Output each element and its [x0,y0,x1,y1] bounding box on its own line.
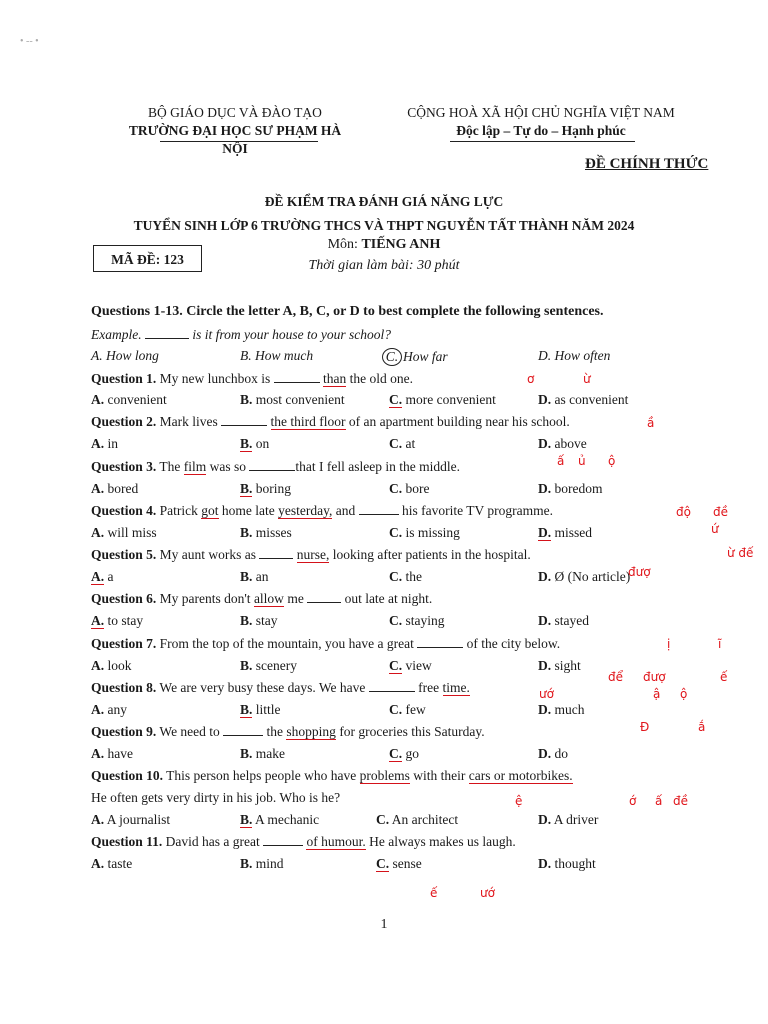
official-label: ĐỀ CHÍNH THỨC [585,156,709,172]
answer-blank [417,637,463,648]
republic-header [385,104,697,140]
answer-blank [307,592,341,603]
exam-subtitle: TUYỂN SINH LỚP 6 TRƯỜNG THCS VÀ THPT NGUYỄN TẤT THÀNH NĂM 2024 [133,218,635,233]
question-5-stem: Question 5. My aunt works as nurse, looking after patients in the hospital. [91,547,531,562]
red-mark: ắ [698,720,706,734]
circled-answer: C. [382,348,402,366]
question-11-options: A. taste B. mind C. sense D. thought [91,856,596,871]
subject-label: Môn: [327,237,362,252]
answer-blank [259,548,293,559]
example-text: is it from your house to your school? [192,327,391,342]
university-name: TRƯỜNG ĐẠI HỌC SƯ PHẠM HÀ NỘI [128,123,342,156]
red-mark: ế [720,670,728,684]
red-mark: ế [430,886,438,900]
answer-blank [221,415,267,426]
question-2-stem: Question 2. Mark lives the third floor of an apartment building near his school. [91,414,570,429]
red-mark: ừ đế [727,546,754,560]
red-mark: ớ [629,794,637,808]
question-8-options: A. any B. little C. few D. much [91,702,585,717]
exam-title: ĐỀ KIỂM TRA ĐÁNH GIÁ NĂNG LỰC [264,194,504,209]
question-6-options: A. to stay B. stay C. staying D. stayed [91,613,589,628]
red-mark: Đ [640,720,650,734]
example-option-b: B. How much [240,348,314,363]
red-mark: ướ [480,886,495,900]
example-option-a: A. How long [91,348,159,363]
instructions: Questions 1-13. Circle the letter A, B, C, or D to best complete the following sentences. [91,304,604,319]
question-3-stem: Question 3. The film was so that I fell asleep in the middle. [91,459,460,474]
question-10-stem-line2: He often gets very dirty in his job. Who is he? [91,790,341,805]
red-mark: độ [676,505,691,519]
example-stem [91,327,391,343]
ministry-header [120,104,350,158]
motto: Độc lập – Tự do – Hạnh phúc [456,123,626,138]
answer-blank [145,328,189,339]
example-label: Example. [91,327,142,342]
header-rule-left [160,141,318,142]
question-5-options: A. a B. an C. the D. Ø (No article) [91,569,631,584]
answer-blank [249,460,295,471]
header-rule-right [450,141,635,142]
question-4-options: A. will miss B. misses C. is missing D. missed [91,525,593,540]
red-mark: ứ [711,522,719,536]
question-9-options: A. have B. make C. go D. do [91,746,568,761]
red-mark: ậ [653,687,661,701]
question-10-stem: Question 10. This person helps people who have problems with their cars or motorbikes. [91,768,573,783]
question-1-options: A. convenient B. most convenient C. more convenient D. as convenient [91,392,629,407]
red-mark: ấ [655,794,663,808]
red-mark: ệ [515,794,523,808]
red-mark: ị [667,637,671,651]
answer-blank [263,835,303,846]
red-mark: ộ [608,454,616,468]
red-mark: ầ [647,416,655,430]
question-2-options: A. in B. on C. at D. above [91,436,587,451]
answer-blank [274,372,320,383]
answer-blank [223,725,263,736]
question-7-stem: Question 7. From the top of the mountain, you have a great of the city below. [91,636,561,651]
red-mark: ướ [539,687,554,701]
time-limit: Thời gian làm bài: 30 phút [308,258,460,273]
red-mark: đề [713,505,728,519]
example-options [91,348,691,368]
exam-code-box: MÃ ĐỀ: 123 [93,245,202,272]
republic-name: CỘNG HOÀ XÃ HỘI CHỦ NGHĨA VIỆT NAM [407,105,675,120]
example-option-c: C. How far [382,348,448,366]
question-10-options: A. A journalist B. A mechanic C. An architect D. A driver [91,812,599,827]
question-3-options: A. bored B. boring C. bore D. boredom [91,481,603,496]
question-4-stem: Question 4. Patrick got home late yesterday, and his favorite TV programme. [91,503,553,518]
red-mark: để [608,670,623,684]
question-11-stem: Question 11. David has a great of humour. He always makes us laugh. [91,834,516,849]
red-mark: ủ [578,454,586,468]
subject-line [0,237,768,253]
question-9-stem: Question 9. We need to the shopping for groceries this Saturday. [91,724,485,739]
example-option-d: D. How often [538,348,611,363]
question-8-stem: Question 8. We are very busy these days. We have free time. [91,680,470,695]
page-number: 1 [380,917,388,932]
ministry-name: BỘ GIÁO DỤC VÀ ĐÀO TẠO [148,105,322,120]
red-mark: ấ [557,454,565,468]
question-7-options: A. look B. scenery C. view D. sight [91,658,581,673]
scan-smudge: • ‑‑ • [20,36,39,47]
red-mark: ừ [583,372,591,386]
question-6-stem: Question 6. My parents don't allow me out late at night. [91,591,433,606]
answer-blank [369,681,415,692]
red-mark: ơ [527,372,535,386]
red-mark: đượ [628,565,651,579]
question-1-stem: Question 1. My new lunchbox is than the old one. [91,371,414,386]
red-mark: ộ [680,687,688,701]
red-mark: đượ [643,670,666,684]
subject-name: TIẾNG ANH [361,237,441,252]
red-mark: đề [673,794,688,808]
answer-blank [359,504,399,515]
red-mark: ĩ [718,637,722,651]
